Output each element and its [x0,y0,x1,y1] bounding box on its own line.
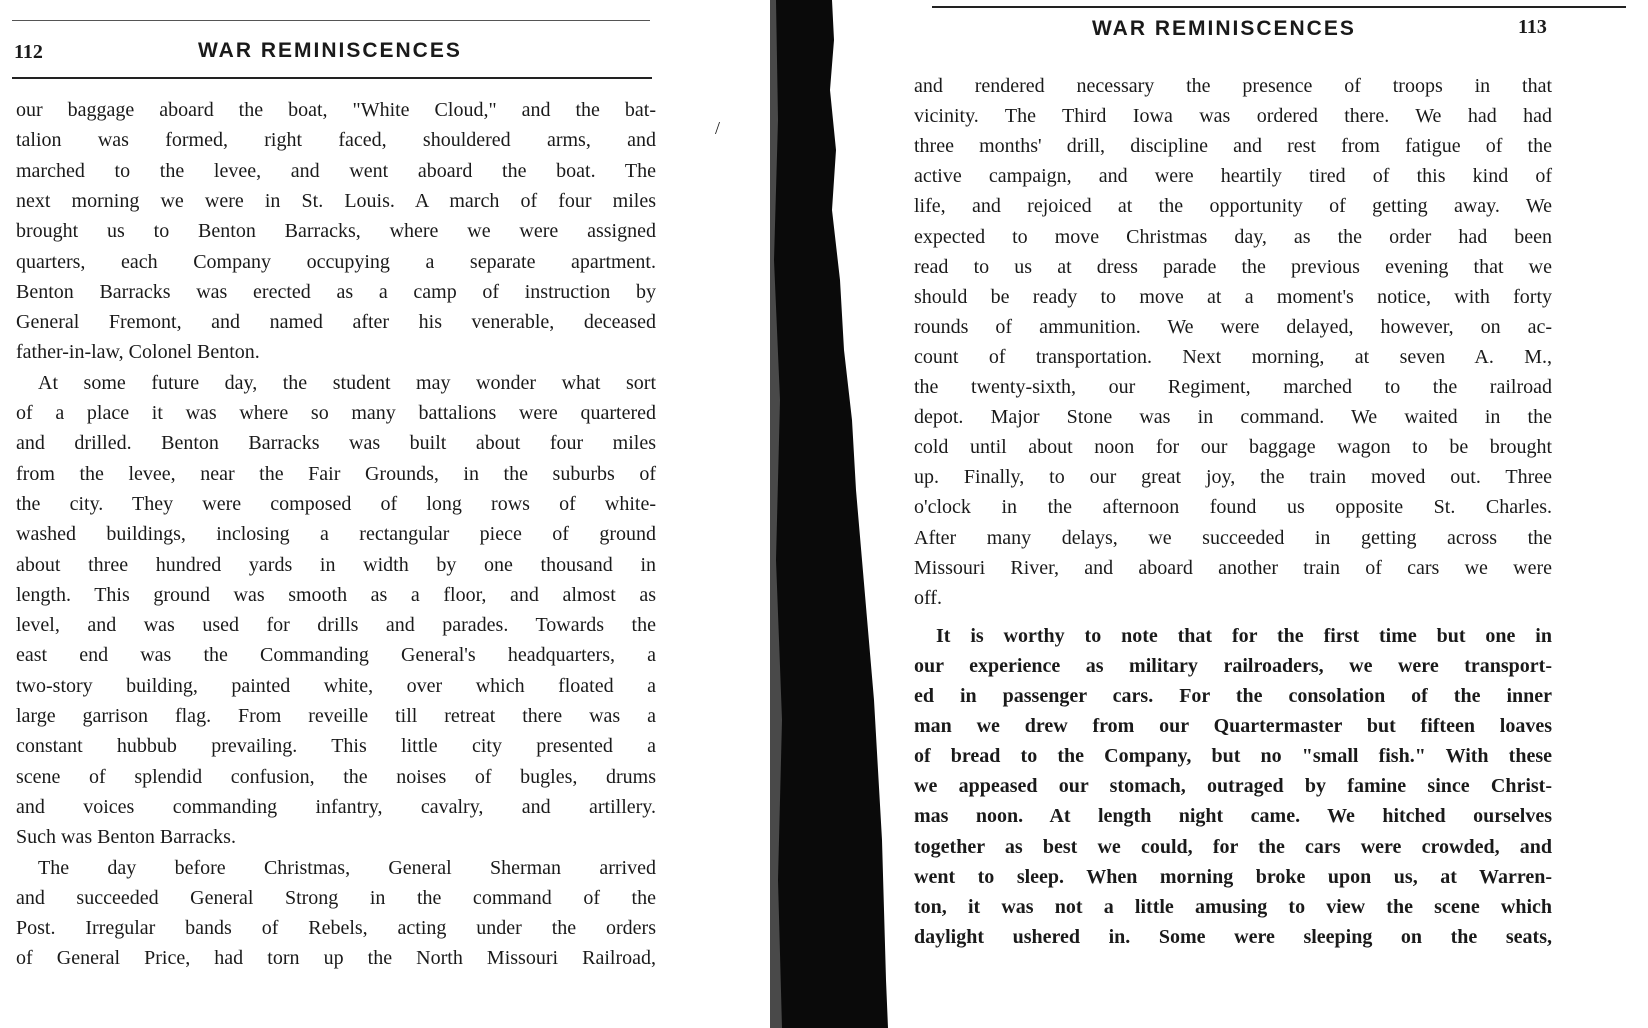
page-number: 113 [1518,16,1547,38]
text-line: talion was formed, right faced, shouldered arms, and [16,129,656,152]
text-line: At some future day, the student may wonder what sort [38,371,656,394]
text-line: Benton Barracks was erected as a camp of instruction by [16,280,656,303]
text-line: we appeased our stomach, outraged by famine since Christ- [914,775,1552,798]
text-line: ton, it was not a little amusing to view the scene which [914,895,1552,918]
text-line: together as best we could, for the cars were crowded, and [914,835,1552,858]
running-head: WAR REMINISCENCES [198,39,462,62]
header-rule-top [12,20,650,21]
text-line: o'clock in the afternoon found us opposite St. Charles. [914,496,1552,519]
text-line: read to us at dress parade the previous evening that we [914,255,1552,278]
text-line: east end was the Commanding General's headquarters, a [16,644,656,667]
text-line: Post. Irregular bands of Rebels, acting under the orders [16,917,656,940]
text-line: up. Finally, to our great joy, the train moved out. Three [914,466,1552,489]
text-line: three months' drill, discipline and rest from fatigue of the [914,135,1552,158]
gutter-shadow [770,0,888,1028]
text-line: of a place it was where so many battalions were quartered [16,402,656,424]
text-line: father-in-law, Colonel Benton. [16,341,260,364]
text-line: our baggage aboard the boat, "White Cloud," and the bat- [16,99,656,121]
text-line: The day before Christmas, General Sherman arrived [38,856,656,879]
text-line: the twenty-sixth, our Regiment, marched to the railroad [914,376,1552,398]
text-line: daylight ushered in. Some were sleeping on the seats, [914,925,1552,948]
running-head: WAR REMINISCENCES [1092,17,1356,40]
text-line: It is worthy to note that for the first time but one in [936,624,1552,647]
text-line: man we drew from our Quartermaster but fifteen loaves [914,715,1552,738]
gutter-shadow-graphic [770,0,920,1028]
text-line: our experience as military railroaders, we were transport- [914,654,1552,677]
page-number: 112 [14,41,43,63]
text-line: and rendered necessary the presence of troops in that [914,75,1552,97]
text-line: level, and was used for drills and parades. Towards the [16,614,656,637]
text-line: ed in passenger cars. For the consolation of the inner [914,685,1552,707]
text-line: and drilled. Benton Barracks was built about four miles [16,432,656,455]
text-line: should be ready to move at a moment's notice, with forty [914,285,1552,308]
text-line: Missouri River, and aboard another train of cars we were [914,556,1552,579]
header-rule-top [932,6,1626,8]
text-line: washed buildings, inclosing a rectangular piece of ground [16,523,656,546]
text-line: and succeeded General Strong in the command of the [16,886,656,909]
text-line: scene of splendid confusion, the noises of bugles, drums [16,765,656,788]
text-line: went to sleep. When morning broke upon us, at Warren- [914,865,1552,888]
text-line: rounds of ammunition. We were delayed, however, on ac- [914,315,1552,338]
text-line: about three hundred yards in width by one thousand in [16,553,656,576]
text-line: marched to the levee, and went aboard the boat. The [16,159,656,182]
text-line: mas noon. At length night came. We hitched ourselves [914,805,1552,828]
text-line: brought us to Benton Barracks, where we were assigned [16,220,656,243]
text-line: length. This ground was smooth as a floor, and almost as [16,583,656,606]
text-line: General Fremont, and named after his venerable, deceased [16,311,656,334]
text-line: expected to move Christmas day, as the order had been [914,225,1552,248]
stray-mark: / [715,118,721,138]
text-line: two-story building, painted white, over which floated a [16,674,656,697]
text-line: depot. Major Stone was in command. We waited in the [914,406,1552,429]
header-rule [12,77,652,79]
text-line: quarters, each Company occupying a separate apartment. [16,250,656,273]
text-line: cold until about noon for our baggage wagon to be brought [914,436,1552,459]
text-line: life, and rejoiced at the opportunity of getting away. We [914,195,1552,218]
text-line: active campaign, and were heartily tired of this kind of [914,165,1552,188]
text-line: off. [914,586,942,609]
text-line: constant hubbub prevailing. This little city presented a [16,735,656,758]
text-line: Such was Benton Barracks. [16,826,236,849]
text-line: and voices commanding infantry, cavalry, and artillery. [16,795,656,818]
text-line: of bread to the Company, but no "small fish." With these [914,745,1552,768]
text-line: of General Price, had torn up the North Missouri Railroad, [16,947,656,970]
text-line: from the levee, near the Fair Grounds, in the suburbs of [16,462,656,485]
text-line: count of transportation. Next morning, at seven A. M., [914,345,1552,368]
text-line: After many delays, we succeeded in getting across the [914,526,1552,549]
right-page [914,0,1648,1028]
text-line: next morning we were in St. Louis. A march of four miles [16,189,656,212]
text-line: vicinity. The Third Iowa was ordered there. We had had [914,105,1552,128]
binding-gutter [770,0,920,1028]
text-line: the city. They were composed of long rows of white- [16,492,656,515]
text-line: large garrison flag. From reveille till retreat there was a [16,705,656,727]
left-page [0,0,700,1028]
